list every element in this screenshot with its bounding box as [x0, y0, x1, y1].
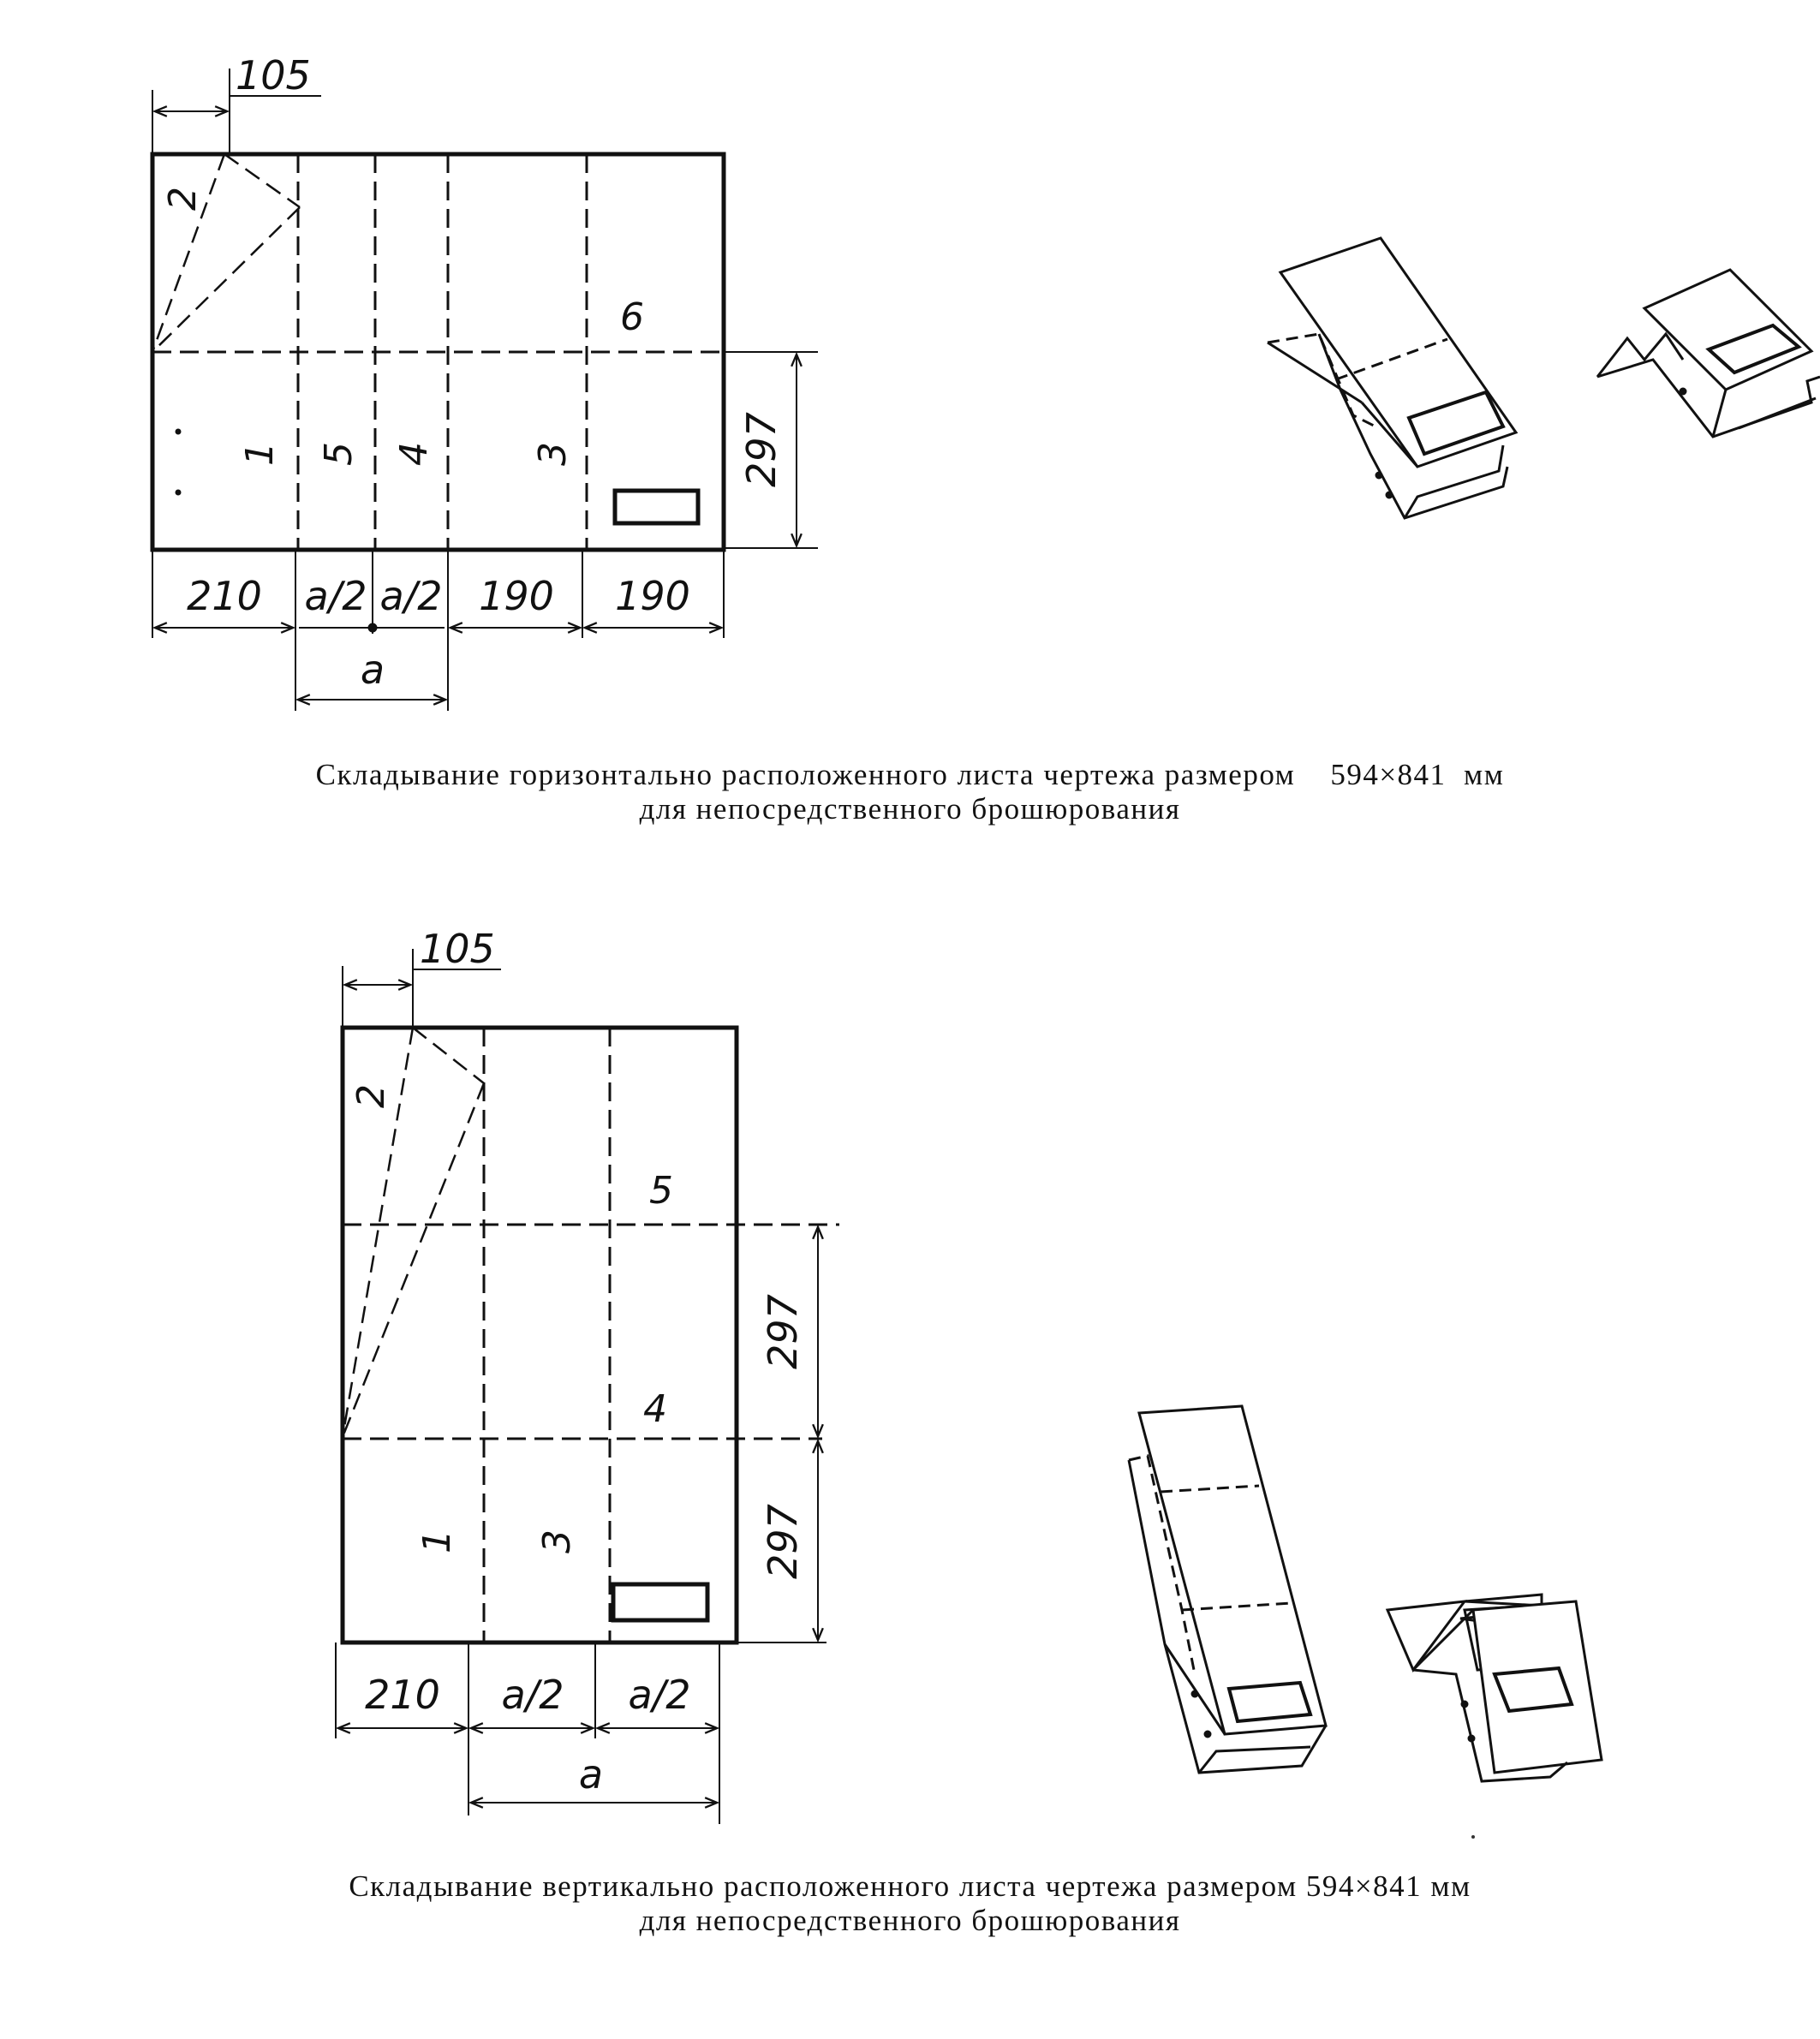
panel-number: 4 — [392, 442, 436, 466]
dimension-label-210: 210 — [187, 573, 262, 619]
dimension-label-105: 105 — [236, 52, 311, 98]
panel-number: 3 — [535, 1529, 579, 1553]
binding-hole — [176, 490, 181, 495]
dimension-point — [368, 623, 377, 632]
caption-line: Складывание вертикально расположенного листа чертежа размером 594×841 мм — [349, 1869, 1471, 1903]
panel-number: 2 — [349, 1084, 393, 1108]
panel-number: 5 — [649, 1169, 673, 1213]
panel-number: 6 — [620, 295, 644, 339]
panel-number: 1 — [238, 442, 282, 466]
dimension-label-a-half: a/2 — [379, 573, 443, 619]
caption-line: для непосредственного брошюрования — [639, 1904, 1181, 1937]
fold-line — [152, 207, 300, 352]
dimension-label-105: 105 — [420, 926, 495, 972]
dimension-label-210: 210 — [365, 1672, 440, 1718]
dimension-label-a: a — [578, 1751, 604, 1798]
folded-sheet-sketch — [1129, 1406, 1326, 1773]
dimension-label-297: 297 — [760, 1504, 806, 1579]
fold-line — [413, 1028, 484, 1083]
binding-hole — [176, 429, 181, 434]
dimension-label-a-half: a/2 — [304, 573, 367, 619]
dimension-label-a-half: a/2 — [628, 1672, 691, 1718]
panel-number: 1 — [415, 1529, 459, 1553]
speck — [1471, 1835, 1475, 1839]
panel-number: 4 — [643, 1387, 667, 1431]
dimension-label-190: 190 — [615, 573, 690, 619]
dimension-label-a: a — [360, 647, 385, 693]
title-block — [615, 491, 698, 523]
panel-number: 2 — [161, 187, 205, 211]
folded-sheet-sketch-compact — [1597, 270, 1820, 437]
dimension-label-297: 297 — [760, 1294, 806, 1369]
dimension-label-190: 190 — [479, 573, 554, 619]
panel-number: 5 — [317, 442, 361, 466]
figure-2-caption — [0, 1869, 1820, 1938]
fold-line — [152, 154, 224, 352]
caption-line: Складывание горизонтально расположенного листа чертежа размером 594×841 мм — [315, 758, 1505, 791]
fold-line — [224, 154, 300, 207]
figure-1-caption — [0, 758, 1820, 826]
dimension-label-a-half: a/2 — [501, 1672, 564, 1718]
folded-sheet-sketch-compact — [1387, 1595, 1602, 1781]
fold-line — [343, 1083, 484, 1437]
panel-number: 3 — [531, 442, 575, 466]
folded-sheet-sketch — [1268, 238, 1516, 518]
dimension-label-297: 297 — [738, 412, 785, 487]
title-block — [613, 1584, 707, 1620]
caption-line: для непосредственного брошюрования — [639, 792, 1181, 826]
